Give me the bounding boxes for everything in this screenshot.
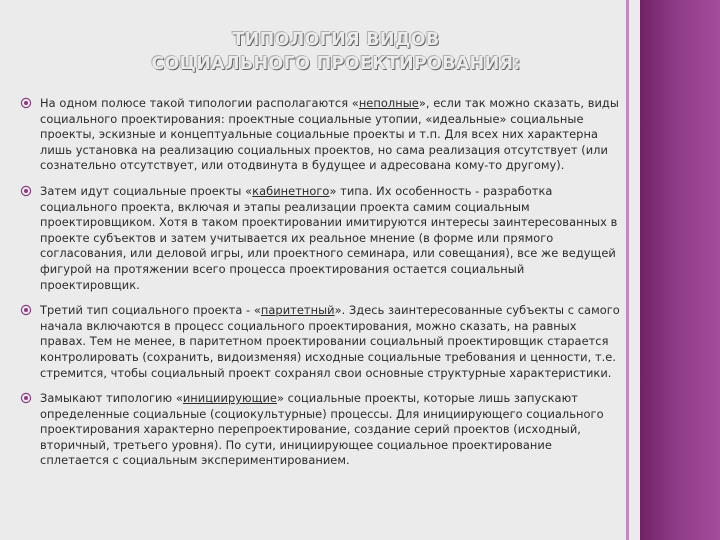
circled-bullet-icon — [20, 392, 32, 404]
text-before: Третий тип социального проекта - « — [40, 303, 261, 318]
underlined-term: инициирующие — [182, 391, 277, 406]
circled-bullet-icon — [20, 304, 32, 316]
text-after: » типа. Их особенность - разработка социального проекта, включая и этапы реализации проекта самим социальным проектировщиком. Хотя в таком проектировании имитируются интересы заинтересованных в проекте субъектов и затем учитывается их реальное мнение (в форме или прямого согласования, или деловой игры, или проектного семинара, или совещания), все же ведущей фигурой на протяжении всего процесса проектирования остается социальный проектировщик. — [40, 183, 618, 292]
side-accent-line — [626, 0, 629, 540]
text-before: На одном полюсе такой типологии располагаются « — [40, 96, 359, 110]
list-item-text — [40, 96, 620, 174]
circled-bullet-icon — [20, 185, 32, 197]
title-line-1: ТИПОЛОГИЯ ВИДОВ — [232, 30, 440, 50]
text-after: » социальные проекты, которые лишь запускают определенные социальные (социокультурные) процессы. Для инициирующего социального проектирования характерно перепроектирование, создание серий проектов (исходный, вторичный, третьего уровня). По сути, инициирующее социальное проектирование сплетается с социальным экспериментированием. — [40, 391, 604, 468]
list-item — [20, 184, 620, 293]
list-item-text — [40, 184, 620, 293]
underlined-term: паритетный — [260, 303, 335, 318]
text-after: ». Здесь заинтересованные субъекты с самого начала включаются в процесс социального проектирования, можно сказать, на равных правах. Тем не менее, в паритетном проектировании социальный проектировщик старается контролировать (сохранить, видоизменяя) исходные социальные требования и ценности, т.е. стремится, чтобы социальный проект сохранял свои основные структурные характеристики. — [40, 303, 620, 380]
title-line-2: СОЦИАЛЬНОГО ПРОЕКТИРОВАНИЯ: — [151, 54, 521, 74]
text-after: », если так можно сказать, виды социального проектирования: проектные социальные утопии, «идеальные» социальные проекты, эскизные и концептуальные социальные проекты и т.п. Для всех них характерна лишь установка на реализацию социальных проектов, но сама реализация отсутствует (или сознательно отсутствует, или отодвинута в будущее и адресована кому-то другому). — [40, 96, 619, 173]
underlined-term: кабинетного — [252, 183, 330, 198]
side-decorative-band — [640, 0, 720, 540]
bullet-list — [20, 96, 620, 479]
list-item — [20, 96, 620, 174]
list-item-text — [40, 391, 620, 469]
circled-bullet-icon — [20, 97, 32, 109]
list-item — [20, 303, 620, 381]
underlined-term: неполные — [358, 96, 419, 110]
list-item — [20, 391, 620, 469]
page-title — [0, 28, 672, 76]
text-before: Затем идут социальные проекты « — [40, 183, 253, 198]
text-before: Замыкают типологию « — [40, 391, 183, 406]
list-item-text — [40, 303, 620, 381]
